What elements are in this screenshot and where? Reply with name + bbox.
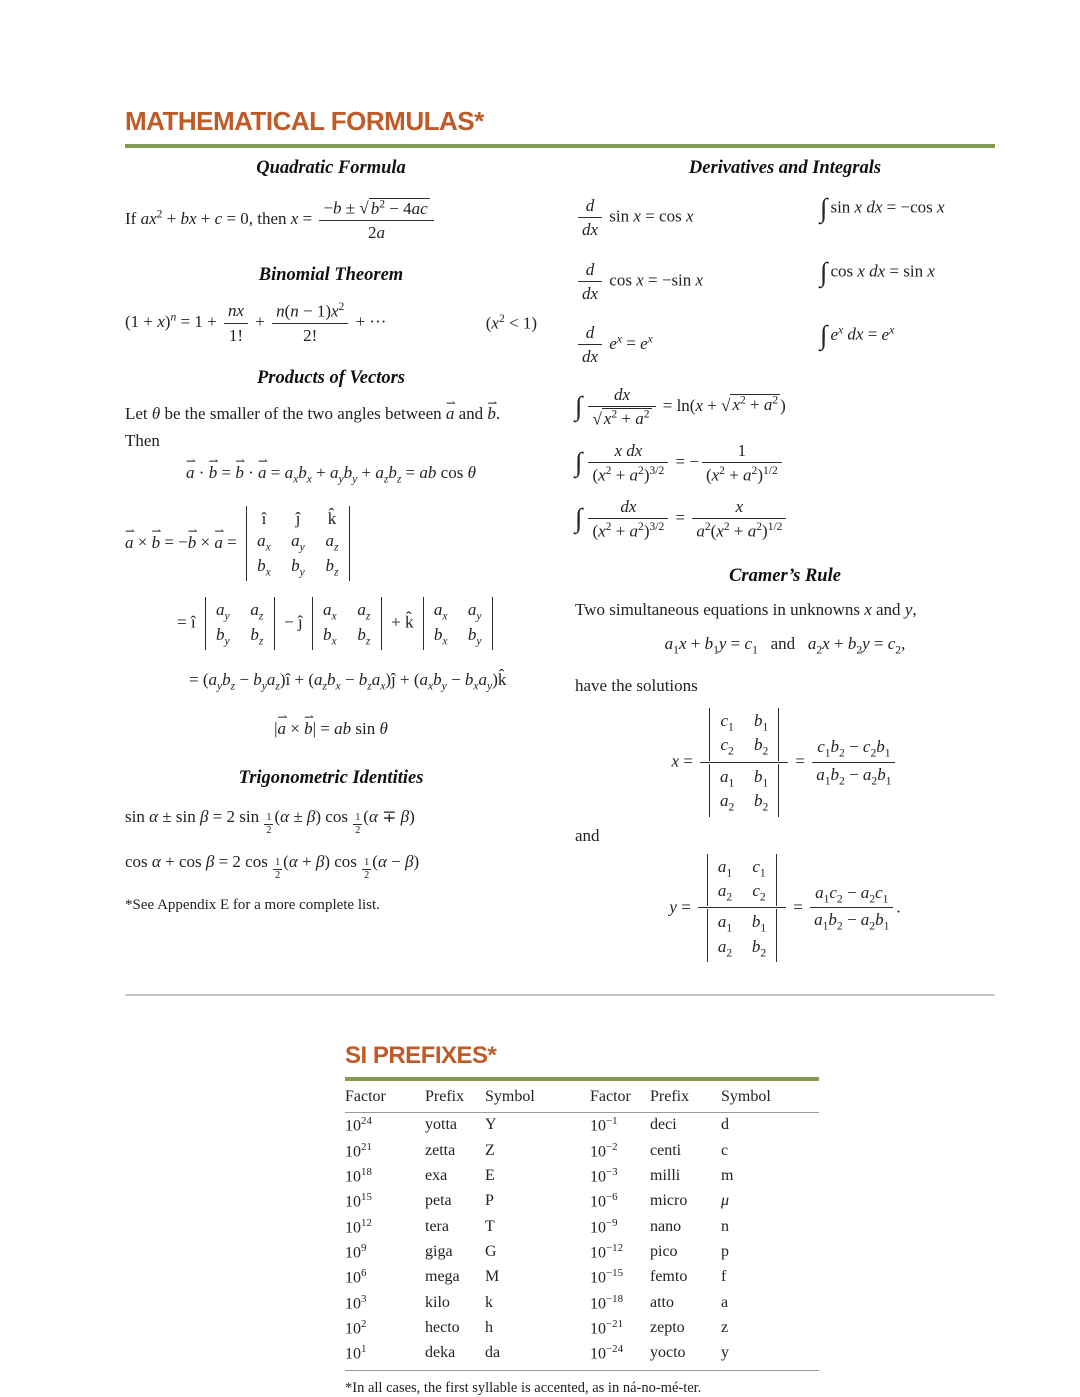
quadratic-formula: If $ax^2$ + bx + c = 0, then x = $\frac{-b \pm √ b^2 - 4ac}{2a}$ (125, 197, 537, 243)
vectors-then: Then (125, 431, 160, 451)
binomial-formula: $(1 + x)^n = 1$ + $\frac{nx}{1!}$ + $\frac{n(n - 1)x^2}{2!}$ + ··· (125, 300, 387, 346)
table-row (345, 1265, 819, 1290)
integral-sqrt-formula: ∫ $\frac{dx}{√ x^2 + a^2}$ = ln(x + √ $x^2 + a^2$ ) (575, 384, 786, 429)
si-cell: giga (425, 1243, 453, 1261)
si-cell: centi (650, 1141, 682, 1159)
si-cell: da (485, 1341, 590, 1370)
header-symbol-right: Symbol (721, 1081, 819, 1113)
cross-magnitude-formula: |a ⇀ × b ⇀| = ab sin θ (125, 717, 537, 742)
binomial-formula-row (125, 300, 537, 346)
si-cell: mega (425, 1268, 460, 1286)
si-cell: M (485, 1268, 500, 1286)
si-cell: pico (650, 1243, 678, 1261)
si-cell: $10^{-2}$ (590, 1140, 618, 1160)
si-cell: peta (425, 1192, 452, 1210)
si-cell: atto (650, 1293, 674, 1311)
si-cell: yocto (650, 1341, 721, 1370)
si-cell: $10^6$ (345, 1267, 367, 1287)
si-cell: k (485, 1293, 493, 1311)
si-section-title: SI PREFIXES* (345, 1042, 497, 1070)
integral-dx-formula: ∫ $\frac{dx}{(x^2 + a^2)^{3/2}}$ = $\frac{x}{a^2(x^2 + a^2)^{1/2}}$ (575, 496, 995, 542)
vectors-heading: Products of Vectors (257, 368, 405, 389)
si-cell: $10^{21}$ (345, 1140, 372, 1160)
table-row (345, 1113, 819, 1139)
si-prefixes-table (345, 1081, 819, 1370)
cramer-heading: Cramer’s Rule (729, 565, 841, 586)
si-cell: nano (650, 1217, 682, 1235)
si-prefixes-section (345, 1042, 819, 1396)
si-cell: $10^3$ (345, 1292, 367, 1312)
trig-identity-1: sin α ± sin β = 2 sin $\frac{1}{2}$ (α ± β) cos $\frac{1}{2}$ (α ∓ β) (125, 806, 415, 836)
si-cell: zepto (650, 1319, 685, 1337)
si-cell: $10^{-12}$ (590, 1241, 624, 1262)
si-cell: $10^2$ (345, 1317, 367, 1338)
header-factor-right: Factor (590, 1081, 650, 1113)
si-cell: E (485, 1167, 495, 1185)
cross-product-expansion-2: = ($a_yb_z$ − $b_ya_z)î + (a_zb_x$ − $b_za_x)ĵ + (a_xb_y$ − $b_xa_y)k̂$ (189, 670, 507, 693)
si-cell: $10^{-6}$ (590, 1191, 618, 1211)
table-row (345, 1291, 819, 1316)
appendix-footnote: *See Appendix E for a more complete list. (125, 896, 380, 913)
table-row (345, 1189, 819, 1214)
integral-cos: ∫ cos x dx = sin x (820, 256, 935, 287)
si-cell: femto (650, 1268, 688, 1286)
derivative-cos: $\frac{d}{dx}$ cos x = −sin x (575, 259, 820, 305)
si-cell: $10^{15}$ (345, 1191, 372, 1211)
si-cell: $10^{18}$ (345, 1165, 372, 1186)
table-row (345, 1215, 819, 1240)
si-cell: Z (485, 1141, 495, 1159)
si-footnote: *In all cases, the first syllable is accented, as in ná-no-mé-ter. (345, 1379, 702, 1396)
derivatives-integrals-grid (575, 195, 995, 368)
si-cell: p (721, 1243, 729, 1261)
right-column (575, 150, 995, 962)
section-divider (125, 994, 995, 996)
si-cell: milli (650, 1167, 681, 1185)
dot-product-formula: a ⇀ · b ⇀ = b ⇀ · a ⇀ = $a_xb_x + a_yb_y + a_zb_z$ = ab cos θ (125, 461, 537, 488)
trig-identity-2: cos α + cos β = 2 cos $\frac{1}{2}$ (α + β) cos $\frac{1}{2}$ (α − β) (125, 851, 420, 881)
cramer-and-label: and (575, 825, 600, 845)
si-cell: $10^{-18}$ (590, 1292, 624, 1312)
binomial-condition: $(x^2 < 1)$ (485, 311, 537, 333)
cramer-y-solution: y = $a_1$ $c_1$ $a_2$ $c_2$ $a_1$ $b_1$ $a_2$ $b_2$ = $\frac{a_1c_2 - a_2c_1}{a_1b_2 - a_2b_1}$ . (575, 854, 995, 963)
table-row (345, 1164, 819, 1189)
si-cell: yotta (425, 1116, 457, 1134)
header-symbol-left: Symbol (485, 1081, 590, 1113)
si-cell: tera (425, 1217, 449, 1235)
si-cell: $10^{12}$ (345, 1216, 372, 1236)
table-header-row (345, 1081, 819, 1113)
si-cell: T (485, 1217, 495, 1235)
header-prefix-right: Prefix (650, 1081, 721, 1113)
math-formulas-section (125, 106, 995, 962)
table-row (345, 1139, 819, 1164)
si-cell: micro (650, 1192, 688, 1210)
si-cell: deci (650, 1116, 677, 1134)
cross-product-expansion-1: = î $a_y$ $a_z$ $b_y$ $b_z$ − ĵ $a_x$ $a_z$ $b_x$ $b_z$ + k̂ $a_x$ $a_y$ $b_x$ $b_y$ (177, 597, 537, 650)
table-row (345, 1341, 819, 1370)
cramer-solutions-label: have the solutions (575, 676, 698, 696)
trig-heading: Trigonometric Identities (238, 767, 424, 788)
table-row (345, 1316, 819, 1341)
si-cell: Y (485, 1116, 497, 1134)
si-cell: h (485, 1319, 493, 1337)
si-cell: y (721, 1341, 819, 1370)
derint-heading: Derivatives and Integrals (688, 158, 882, 178)
quadratic-heading: Quadratic Formula (256, 158, 406, 178)
si-cell: $10^9$ (345, 1241, 367, 1262)
si-cell: c (721, 1141, 729, 1159)
si-cell: f (721, 1268, 727, 1286)
binomial-heading: Binomial Theorem (258, 265, 404, 286)
table-row (345, 1240, 819, 1265)
si-cell: $10^1$ (345, 1341, 425, 1370)
integral-sin: ∫ sin x dx = −cos x (820, 193, 945, 223)
si-cell: z (721, 1319, 729, 1337)
header-prefix-left: Prefix (425, 1081, 485, 1113)
si-cell: a (721, 1293, 729, 1311)
si-cell: G (485, 1243, 497, 1261)
math-columns (125, 150, 995, 962)
si-cell: hecto (425, 1319, 460, 1337)
si-cell: n (721, 1217, 729, 1235)
integral-xdx-formula: ∫ $\frac{\text{x dx}}{(x^2 + a^2)^{3/2}}$ = − $\frac{1}{(x^2 + a^2)^{1/2}}$ (575, 440, 995, 486)
header-factor-left: Factor (345, 1081, 425, 1113)
cramer-x-solution: x = $c_1$ $b_1$ $c_2$ $b_2$ $a_1$ $b_1$ $a_2$ $b_2$ = $\frac{c_1b_2 - c_2b_1}{a_1b_2 - a_2b_1}$ (575, 708, 995, 817)
vectors-intro: Let θ be the smaller of the two angles between a ⇀ and b ⇀. (125, 403, 537, 426)
si-cell: $10^{24}$ (345, 1115, 372, 1135)
integral-exp: ∫ $e^x$ dx = $e^x$ (820, 320, 895, 350)
cross-product-formula: a ⇀ × b ⇀ = −b ⇀ × a ⇀ = î ĵ k̂ $a_x$ $a_y$ $a_z$ $b_x$ $b_y$ $b_z$ (125, 506, 537, 581)
si-cell: $10^{-24}$ (590, 1341, 650, 1370)
si-cell: kilo (425, 1293, 450, 1311)
cramer-equations: $a_1x + b_1y = c_1$ and $a_2x + b_2y = c_2$, (664, 633, 906, 657)
left-column (125, 150, 537, 962)
section-rule (125, 144, 995, 148)
si-cell: $10^{-15}$ (590, 1267, 624, 1287)
si-cell: $10^{-21}$ (590, 1317, 624, 1338)
derivative-exp: $\frac{d}{dx}$ $e^x = e^x$ (575, 322, 820, 368)
si-cell: $10^{-1}$ (590, 1115, 618, 1135)
si-cell: $10^{-3}$ (590, 1165, 618, 1186)
si-cell: zetta (425, 1141, 456, 1159)
si-cell: P (485, 1192, 494, 1210)
derivative-sin: $\frac{d}{dx}$ sin x = cos x (575, 195, 820, 241)
si-cell: exa (425, 1167, 448, 1185)
math-section-title: MATHEMATICAL FORMULAS* (125, 106, 484, 136)
si-cell: d (721, 1116, 729, 1134)
si-cell: μ (721, 1192, 730, 1210)
si-cell: deka (425, 1341, 485, 1370)
si-cell: $10^{-9}$ (590, 1216, 618, 1236)
si-cell: m (721, 1167, 734, 1185)
cramer-intro: Two simultaneous equations in unknowns x and y, (575, 599, 917, 619)
